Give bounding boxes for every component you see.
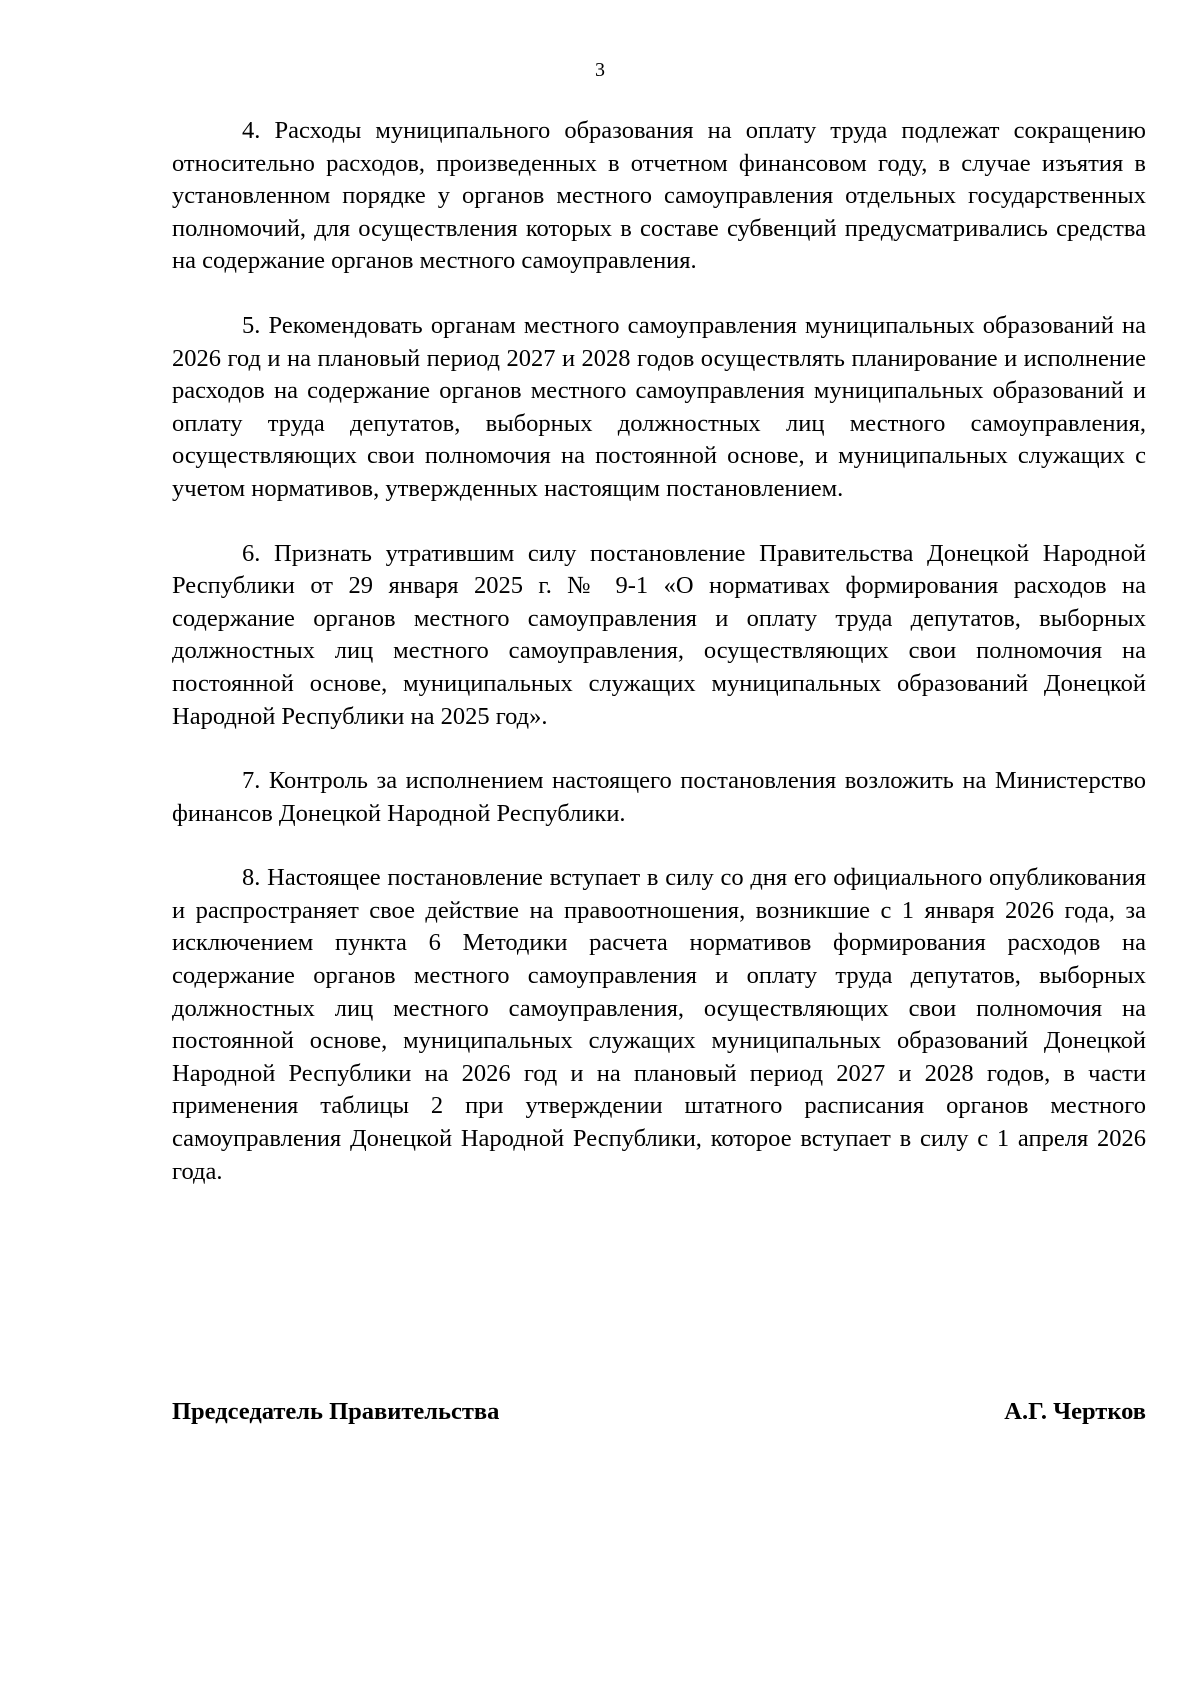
paragraph-7: 7. Контроль за исполнением настоящего постановления возложить на Министерство финансов Донецкой Народной Республики.	[172, 767, 1146, 827]
signatory-role: Председатель Правительства	[172, 1398, 500, 1425]
signature-block	[172, 1396, 1146, 1432]
paragraph-6: 6. Признать утратившим силу постановление Правительства Донецкой Народной Республики от 29 января 2025 г. № 9-1 «О нормативах формирования расходов на содержание органов местного самоуправления и оплату труда депутатов, выборных должностных лиц местного самоуправления, осуществляющих свои полномочия на постоянной основе, муниципальных служащих муниципальных образований Донецкой Народной Республики на 2025 год».	[172, 539, 1146, 730]
paragraph-4: 4. Расходы муниципального образования на оплату труда подлежат сокращению относительно расходов, произведенных в отчетном финансовом году, в случае изъятия в установленном порядке у органов местного самоуправления отдельных государственных полномочий, для осуществления которых в составе субвенций предусматривались средства на содержание органов местного самоуправления.	[172, 117, 1146, 275]
paragraph-8: 8. Настоящее постановление вступает в силу со дня его официального опубликования и распространяет свое действие на правоотношения, возникшие с 1 января 2026 года, за исключением пункта 6 Методики расчета нормативов формирования расходов на содержание органов местного самоуправления и оплату труда депутатов, выборных должностных лиц местного самоуправления, осуществляющих свои полномочия на постоянной основе, муниципальных служащих муниципальных образований Донецкой Народной Республики на 2026 год и на плановый период 2027 и 2028 годов, в части применения таблицы 2 при утверждении штатного расписания органов местного самоуправления Донецкой Народной Республики, которое вступает в силу с 1 апреля 2026 года.	[172, 864, 1146, 1185]
paragraph-5: 5. Рекомендовать органам местного самоуправления муниципальных образований на 2026 год и на плановый период 2027 и 2028 годов осуществлять планирование и исполнение расходов на содержание органов местного самоуправления муниципальных образований и оплату труда депутатов, выборных должностных лиц местного самоуправления, осуществляющих свои полномочия на постоянной основе, и муниципальных служащих с учетом нормативов, утвержденных настоящим постановлением.	[172, 311, 1146, 502]
document-body	[172, 115, 1146, 1220]
page-number: 3	[595, 59, 605, 81]
signatory-name: А.Г. Чертков	[1004, 1398, 1146, 1425]
